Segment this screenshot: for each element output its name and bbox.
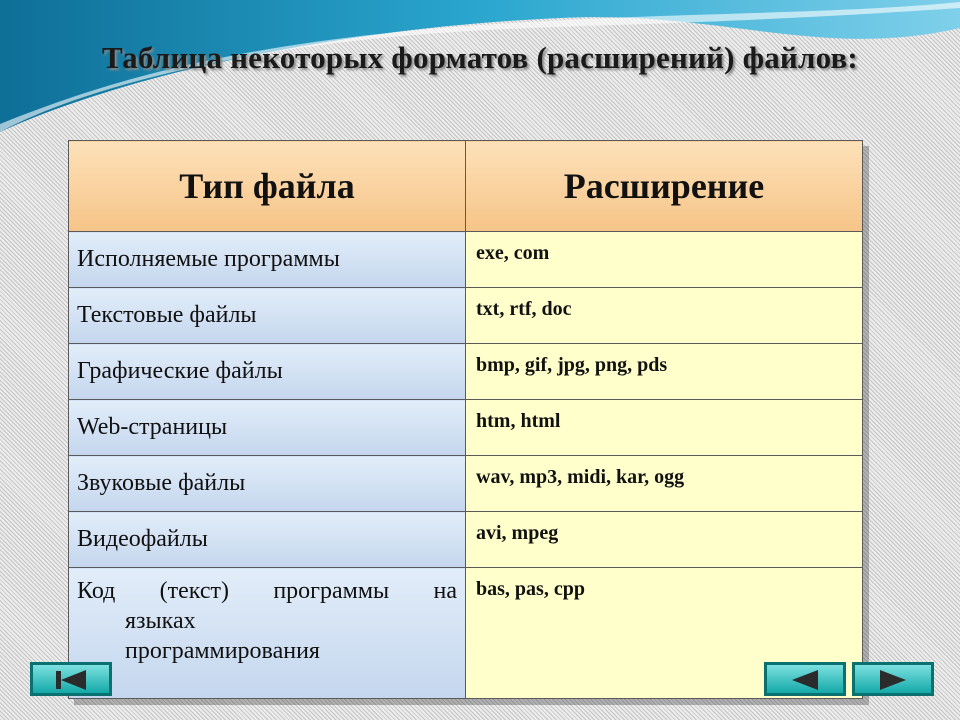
table-row [69,232,863,288]
table-row [69,344,863,400]
table-row [69,400,863,456]
extension-cell: bmp, gif, jpg, png, pds [466,344,863,400]
table-row [69,456,863,512]
file-formats-table [68,140,863,699]
first-slide-button[interactable] [30,662,112,696]
extension-cell: exe, com [466,232,863,288]
code-line-3: программирования [125,638,320,664]
extension-cell: avi, mpeg [466,512,863,568]
extension-cell: htm, html [466,400,863,456]
table-header-row [69,141,863,232]
code-line-1: Код (текст) программы на [77,578,457,604]
next-slide-button[interactable] [852,662,934,696]
file-type-cell: Текстовые файлы [69,288,466,344]
file-type-cell: Исполняемые программы [69,232,466,288]
table-row [69,568,863,699]
extension-cell: bas, pas, cpp [466,568,863,699]
code-line-2: языках [125,608,196,634]
previous-slide-button[interactable] [764,662,846,696]
file-type-cell: Видеофайлы [69,512,466,568]
file-type-cell: Звуковые файлы [69,456,466,512]
table-row [69,288,863,344]
table-row [69,512,863,568]
extension-cell: txt, rtf, doc [466,288,863,344]
header-extension: Расширение [466,141,863,232]
file-type-cell: Графические файлы [69,344,466,400]
file-type-cell [69,568,466,699]
skip-to-first-icon [46,669,96,691]
arrow-left-icon [780,669,830,691]
page-title: Таблица некоторых форматов (расширений) файлов: [102,40,858,75]
file-type-cell: Web-страницы [69,400,466,456]
extension-cell: wav, mp3, midi, kar, ogg [466,456,863,512]
header-file-type: Тип файла [69,141,466,232]
arrow-right-icon [868,669,918,691]
